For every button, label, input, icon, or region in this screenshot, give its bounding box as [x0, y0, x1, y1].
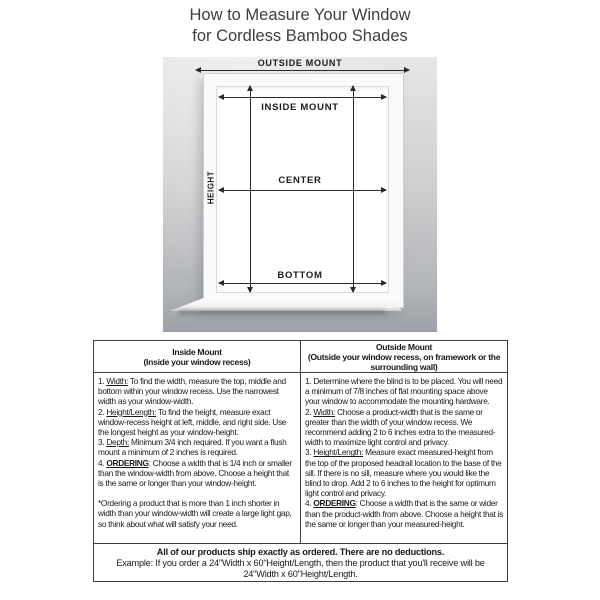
window-sill [170, 297, 402, 311]
inside-mount-header [94, 341, 301, 374]
outside-mount-label: OUTSIDE MOUNT [257, 58, 343, 68]
inside-mount-arrow [219, 97, 386, 98]
page-title-line-1: How to Measure Your Window [189, 6, 411, 24]
instruction-item: 3. Depth: Minimum 3/4 inch required. If you want a flush mount a minimum of 2 inches is required. [98, 437, 287, 458]
outside-mount-instructions [301, 373, 507, 543]
table-footer [94, 543, 507, 581]
bottom-label: BOTTOM [277, 270, 323, 281]
footer-example-text: Example: If you order a 24"Width x 60"Height/Length, then the product that you'll receive will be 24"Width x 60"Height/Length. [116, 558, 485, 579]
inside-mount-header-title: Inside Mount [172, 347, 222, 358]
window-measurement-diagram [163, 57, 437, 332]
center-arrow [219, 190, 386, 191]
height-measure-line-left [250, 86, 251, 292]
footer-bold-text: All of our products ship exactly as ordered. There are no deductions. [156, 547, 445, 557]
instruction-item: 3. Height/Length: Measure exact measured-height from the top of the proposed headrail location to the base of the sill. If there is no sill, measure where you would like the blind to drop. Add 2 to 6 inches to the height for optimum light control and privacy. [305, 447, 502, 499]
ordering-note: *Ordering a product that is more than 1 inch shorter in width than your window-width will create a large light gap, so think about what will satisfy your need. [98, 498, 292, 529]
table-header-row [94, 341, 507, 373]
bottom-arrow [219, 283, 386, 284]
sill-shadow [179, 310, 385, 317]
center-label: CENTER [278, 175, 322, 186]
outside-mount-header-subtitle: (Outside your window recess, on framework or the surrounding wall) [307, 352, 501, 373]
instruction-item: 2. Width: Choose a product-width that is the same or greater than the width of your window recess. We recommend adding 2 to 6 inches extra to the measured-width to maximize light control and privacy. [305, 406, 496, 448]
inside-mount-instructions [94, 373, 301, 543]
table-body-row [94, 373, 507, 543]
inside-mount-label: INSIDE MOUNT [261, 102, 339, 113]
page-title-line-2: for Cordless Bamboo Shades [192, 27, 408, 45]
outside-mount-header [301, 341, 507, 374]
outside-mount-header-title: Outside Mount [375, 342, 433, 352]
instruction-item: 1. Determine where the blind is to be placed. You will need a minimum of 7/8 inches of flat mounting space above your window to accommodate the mounting hardware. [305, 376, 503, 407]
height-measure-line-right [353, 86, 354, 292]
outside-mount-arrow [196, 70, 409, 71]
instruction-item: 4. ORDERING: Choose a width that is the same or wider than the product-width from above. Choose a height that is the same or longer than your measured-height. [305, 498, 503, 529]
instruction-item: 4. ORDERING: Choose a width that is 1/4 inch or smaller than the window-width from above. Choose a height that is the same or longer than your window-height. [98, 457, 292, 489]
instruction-item: 2. Height/Length: To find the height, measure exact window-recess height at left, middle, and right side. Use the longest height as your window-height. [98, 406, 287, 438]
height-label: HEIGHT [206, 170, 216, 205]
page-title [0, 5, 600, 47]
inside-mount-header-subtitle: (Inside your window recess) [143, 357, 251, 368]
measurement-instructions-table [93, 340, 508, 582]
instruction-item: 1. Width: To find the width, measure the top, middle and bottom within your window recess. Use the narrowest width as your window-width. [98, 376, 286, 407]
